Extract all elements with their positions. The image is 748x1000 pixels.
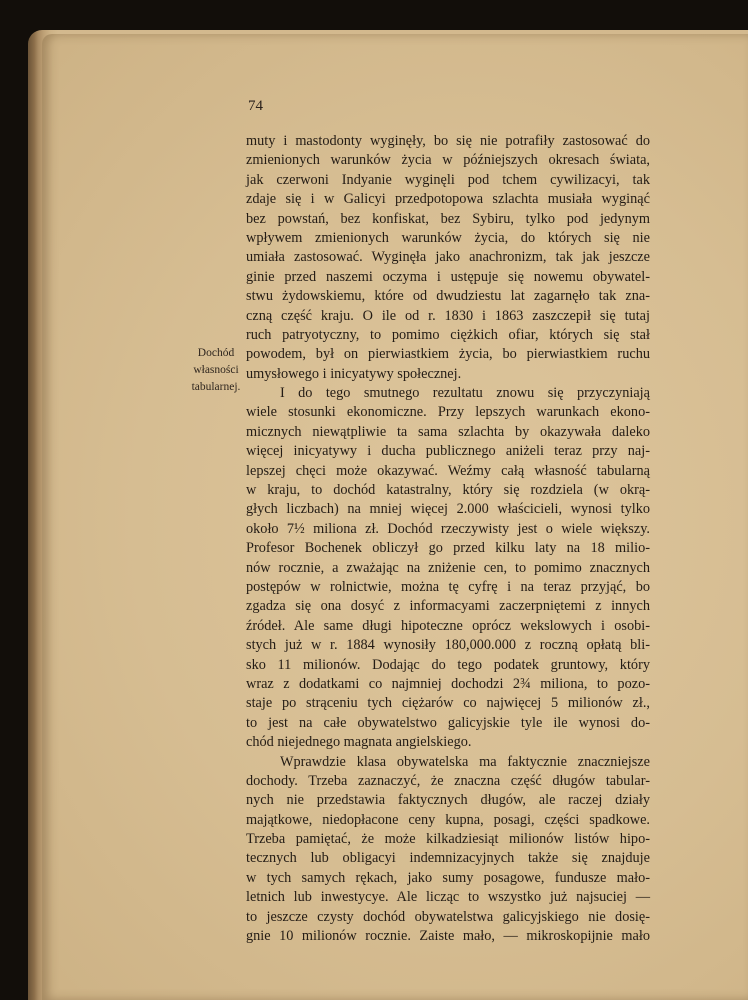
text-line: Profesor Bochenek obliczył go przed kilku laty na 18 milio- (246, 540, 650, 557)
text-line: źródeł. Ale same długi hipoteczne oprócz wekslowych i osobi- (246, 617, 650, 634)
margin-note-line: własności (193, 364, 239, 376)
text-line: letnich lub inwestycye. Ale licząc to wszystko już najsuciej — (246, 889, 650, 906)
text-line: więcej inicyatywy i ducha publicznego aniżeli teraz przy naj- (246, 443, 650, 460)
text-line: micznych niewątpliwie ta sama szlachta by okazywała daleko (246, 423, 650, 440)
text-line: Trzeba pamiętać, że może kilkadziesiąt milionów listów hipo- (246, 831, 650, 848)
text-line: to jeszcze czysty dochód obywatelstwa galicyjskiego nie dosię- (246, 908, 650, 925)
text-line: ruch patryotyczny, to pomimo ciężkich ofiar, których się stał (246, 326, 650, 343)
text-line: powodem, był on pierwiastkiem życia, bo pierwiastkiem ruchu (246, 346, 650, 363)
text-line: zdaje się i w Galicyi przedpotopowa szlachta musiała wyginąć (246, 191, 650, 208)
text-line: to jest na całe obywatelstwo galicyjskie tyle ile wynosi do- (246, 714, 650, 731)
text-line: lepszej chęci może okazywać. Weźmy całą własność tabularną (246, 462, 650, 479)
text-line: stych już w r. 1884 wynosiły 180,000.000 z roczną opłatą bli- (246, 637, 650, 654)
text-line: umiała zastosować. Wyginęła jako anachronizm, tak jak jeszcze (246, 249, 650, 266)
text-line: gnie 10 milionów rocznie. Zaiste mało, — mikroskopijnie mało (246, 928, 650, 945)
text-line: sko 11 milionów. Dodając do tego podatek gruntowy, który (246, 656, 650, 673)
text-line: bez powstań, bez konfiskat, bez Sybiru, tylko pod jedynym (246, 210, 650, 227)
text-line: około 7½ miliona zł. Dochód rzeczywisty jest o wiele większy. (246, 520, 650, 537)
margin-note-line: Dochód (197, 347, 235, 359)
text-line: chód niejednego magnata angielskiego. (246, 734, 472, 751)
text-line: Wprawdzie klasa obywatelska ma faktycznie znaczniejsze (280, 753, 650, 770)
text-line: wpływem zmienionych warunków życia, do których się nie (246, 229, 650, 246)
text-line: umysłowego i inicyatywy społecznej. (246, 365, 462, 382)
text-line: czną część kraju. O ile od r. 1830 i 1863 zaszczepił się tutaj (246, 307, 650, 324)
text-line: nów rocznie, a zważając na zniżenie cen, to pomimo znacznych (246, 559, 650, 576)
text-line: muty i mastodonty wyginęły, bo się nie potrafiły zastosować do (246, 133, 650, 149)
text-line: ginie przed naszemi oczyma i ustępuje się nowemu obywatel- (246, 268, 650, 285)
text-line: w kraju, to dochód katastralny, który się rozdziela (w okrą- (246, 482, 650, 499)
text-line: wiele stosunki ekonomiczne. Przy lepszych warunkach ekono- (246, 404, 650, 421)
body-text (246, 132, 650, 946)
text-line: zgadza się ona dosyć z informacyami zaczerpniętemi z innych (246, 598, 650, 615)
text-line: jak czerwoni Indyanie wyginęli pod tchem cywilizacyi, tak (246, 171, 650, 188)
text-line: postępów w rolnictwie, można tę cyfrę i na teraz przyjąć, bo (246, 578, 650, 595)
text-line: stwu żydowskiemu, które od dwudziestu lat zagarnęło tak zna- (246, 288, 650, 305)
text-line: głych liczbach) na mniej więcej 2.000 właścicieli, wynosi tylko (246, 501, 650, 518)
text-line: I do tego smutnego rezultatu znowu się przyczyniają (280, 385, 650, 402)
margin-note-line: tabularnej. (191, 381, 241, 393)
text-line: w tych samych rękach, jako sumy posagowe, fundusze mało- (246, 869, 650, 886)
text-line: dochody. Trzeba zaznaczyć, że znaczna część długów tabular- (246, 772, 650, 789)
text-line: wraz z dodatkami co najmniej dochodzi 2¾ miliona, to pozo- (246, 675, 650, 692)
page-number: 74 (248, 98, 263, 114)
text-line: nych nie przedstawia faktycznych długów, ale raczej działy (246, 792, 650, 809)
text-line: staje po strąceniu tych ciężarów co najwięcej 5 milionów zł., (246, 695, 650, 712)
text-line: majątkowe, niedopłacone ceny kupna, posagi, części spadkowe. (246, 811, 650, 828)
text-line: tecznych lub obligacyi indemnizacyjnych także się znajduje (246, 850, 650, 867)
text-line: zmienionych warunków życia w późniejszych okresach świata, (246, 152, 650, 169)
